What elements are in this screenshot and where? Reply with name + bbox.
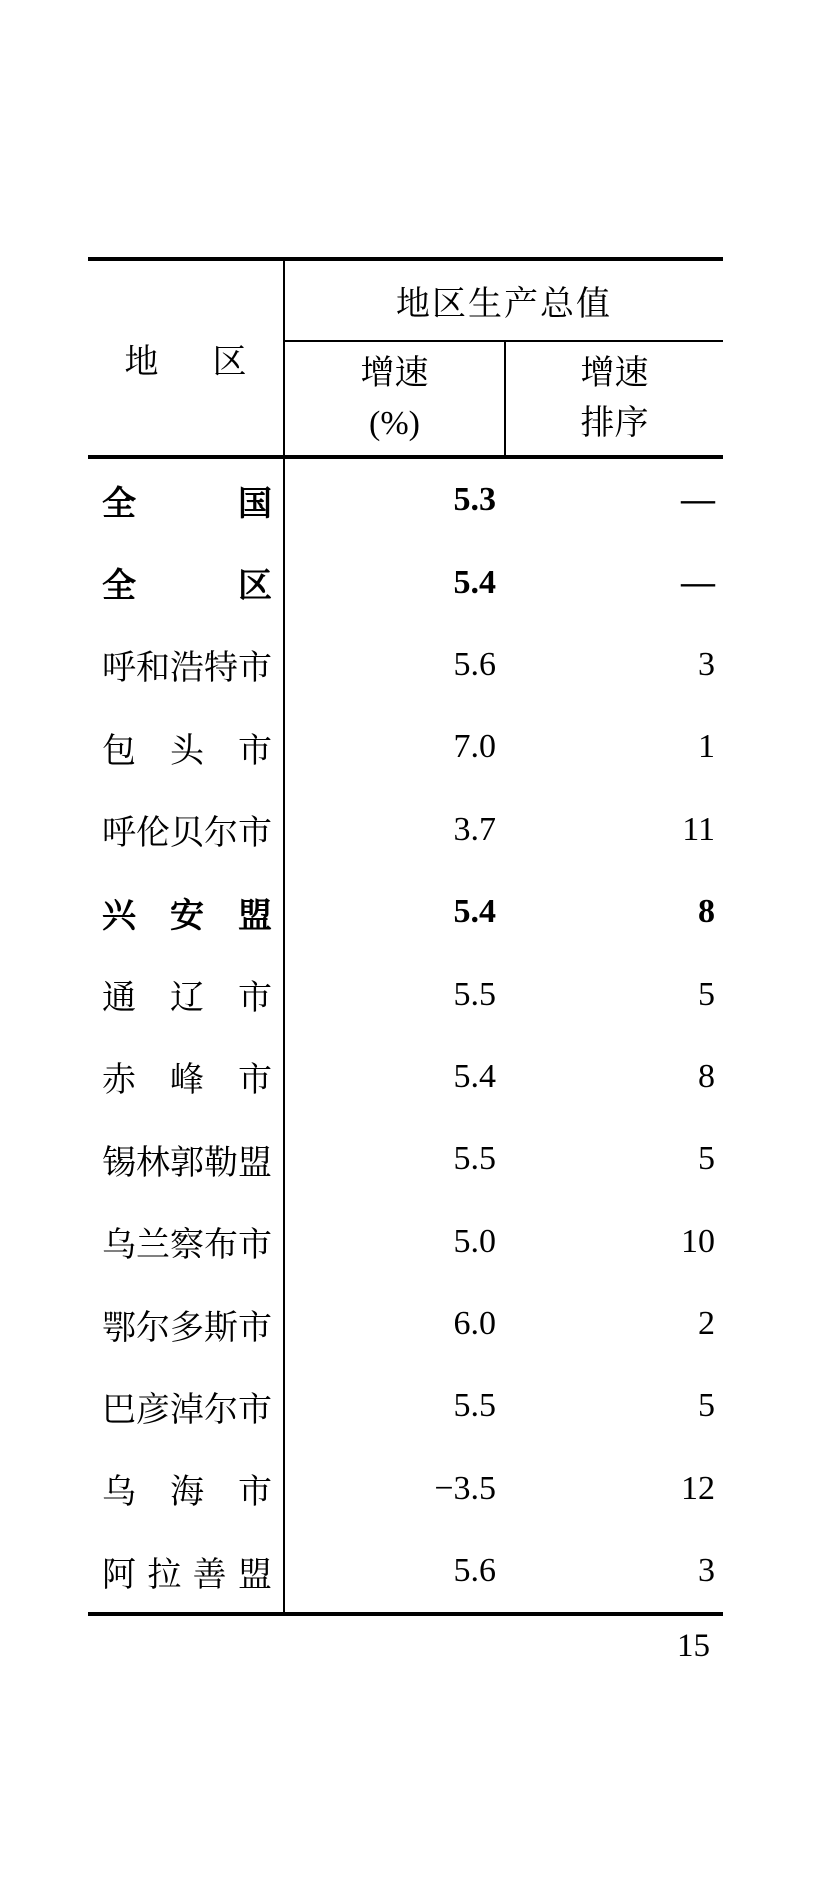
growth-value: 5.6 [453, 1552, 496, 1590]
rank-value: 8 [698, 1057, 715, 1095]
region-name: 呼和浩特市 [102, 650, 272, 688]
growth-value: 5.5 [453, 1387, 496, 1425]
region-name-cell [88, 541, 285, 623]
region-name-cell [88, 1201, 285, 1283]
growth-value: 5.4 [453, 1057, 496, 1095]
region-name: 包头市 [102, 732, 272, 770]
table-row [88, 1036, 723, 1118]
region-name: 通辽市 [102, 980, 272, 1018]
growth-value: 7.0 [453, 728, 496, 766]
table-row [88, 459, 723, 541]
region-name: 锡林郭勒盟 [102, 1144, 272, 1182]
table-row [88, 953, 723, 1035]
growth-value: 5.5 [453, 1140, 496, 1178]
region-name: 乌兰察布市 [102, 1227, 272, 1265]
rank-value: 2 [698, 1305, 715, 1343]
rank-value: 5 [698, 1387, 715, 1425]
region-name-cell [88, 953, 285, 1035]
gdp-table [88, 257, 723, 1616]
rank-value: 5 [698, 975, 715, 1013]
region-name: 呼伦贝尔市 [102, 815, 272, 853]
table-row [88, 1365, 723, 1447]
table-row [88, 1530, 723, 1612]
growth-header-line2: (%) [369, 404, 420, 442]
table-row [88, 1201, 723, 1283]
page-number: 15 [677, 1628, 710, 1664]
region-name-cell [88, 789, 285, 871]
table-row [88, 541, 723, 623]
rank-column-header [506, 342, 723, 455]
table-header [88, 261, 723, 459]
rank-header-line2: 排序 [580, 404, 649, 442]
rank-value: 10 [681, 1222, 715, 1260]
growth-value: 5.5 [453, 975, 496, 1013]
table-row [88, 1118, 723, 1200]
region-name-cell [88, 1036, 285, 1118]
table-row [88, 1448, 723, 1530]
table-row [88, 706, 723, 788]
region-name-cell [88, 1530, 285, 1612]
growth-value: 5.3 [453, 481, 496, 519]
region-column-header: 地区 [124, 343, 247, 381]
region-name-cell [88, 706, 285, 788]
region-name-cell [88, 871, 285, 953]
growth-column-header [285, 342, 506, 455]
rank-value: 1 [698, 728, 715, 766]
growth-header-line1: 增速 [360, 354, 429, 392]
rank-value: 12 [681, 1469, 715, 1507]
growth-value: 3.7 [453, 810, 496, 848]
rank-value: 3 [698, 645, 715, 683]
table-row [88, 871, 723, 953]
region-name: 赤峰市 [102, 1062, 272, 1100]
growth-value: 5.6 [453, 645, 496, 683]
growth-value: 5.4 [453, 563, 496, 601]
region-name-cell [88, 1365, 285, 1447]
region-name: 全区 [102, 568, 272, 606]
rank-value: 11 [682, 810, 715, 848]
gdp-subheaders [285, 342, 723, 455]
rank-value: 3 [698, 1552, 715, 1590]
region-name-cell [88, 459, 285, 541]
region-name: 鄂尔多斯市 [102, 1309, 272, 1347]
rank-value: — [681, 481, 715, 519]
region-name: 阿拉善盟 [102, 1556, 272, 1594]
region-name: 巴彦淖尔市 [102, 1391, 272, 1429]
rank-value: — [681, 563, 715, 601]
region-name: 兴安盟 [102, 897, 272, 935]
region-column-header-cell [88, 261, 285, 455]
region-name-cell [88, 1448, 285, 1530]
region-name: 乌海市 [102, 1474, 272, 1512]
table-row [88, 624, 723, 706]
gdp-column-group [285, 261, 723, 455]
growth-value: 6.0 [453, 1305, 496, 1343]
rank-value: 5 [698, 1140, 715, 1178]
region-name-cell [88, 624, 285, 706]
table-body [88, 459, 723, 1612]
region-name: 全国 [102, 485, 272, 523]
region-name-cell [88, 1118, 285, 1200]
growth-value: 5.0 [453, 1222, 496, 1260]
rank-header-line1: 增速 [580, 354, 649, 392]
table-row [88, 1283, 723, 1365]
rank-value: 8 [698, 893, 715, 931]
region-name-cell [88, 1283, 285, 1365]
gdp-group-header: 地区生产总值 [285, 261, 723, 342]
table-row [88, 789, 723, 871]
growth-value: 5.4 [453, 893, 496, 931]
growth-value: −3.5 [434, 1469, 496, 1507]
